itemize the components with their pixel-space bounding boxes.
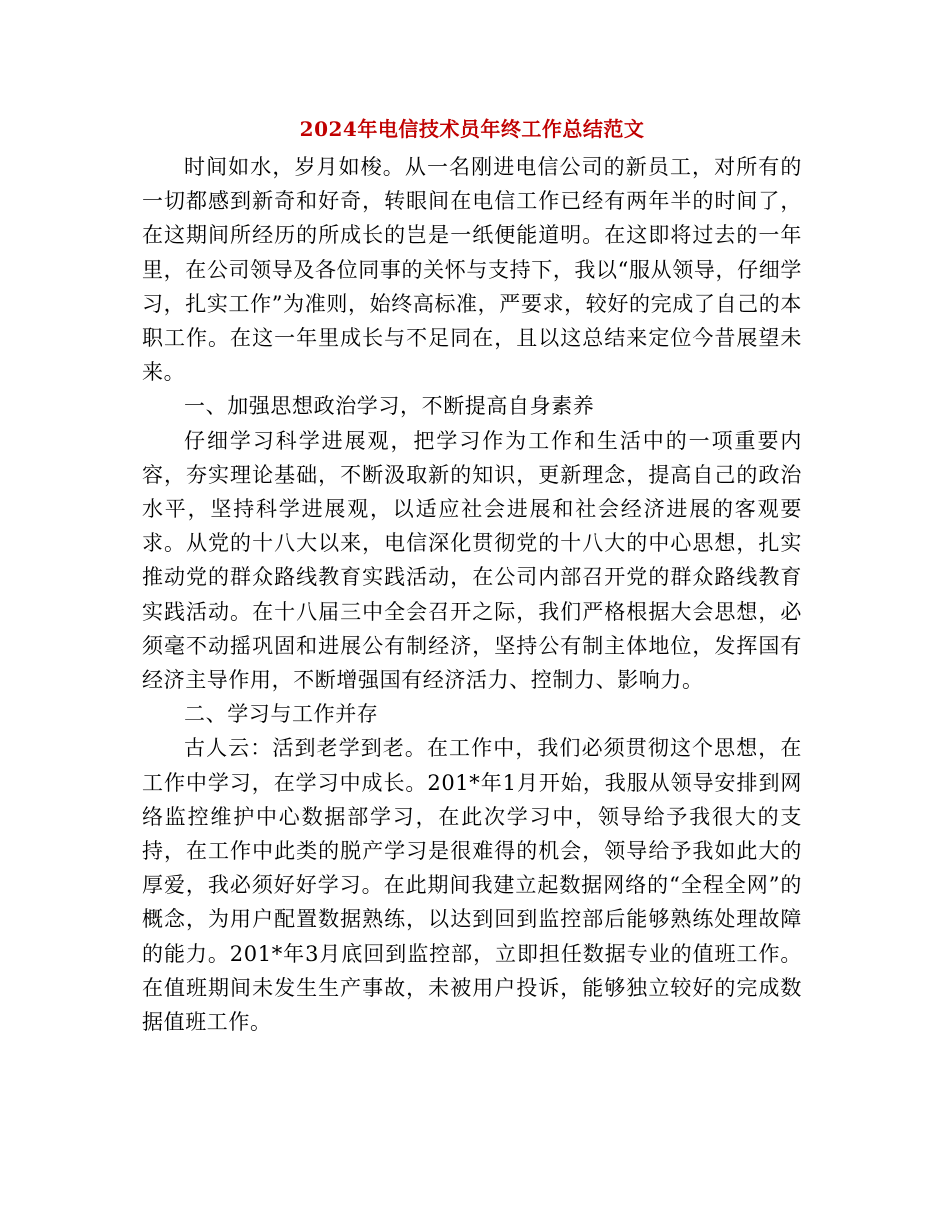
paragraph-section-2: 古人云：活到老学到老。在工作中，我们必须贯彻这个思想，在工作中学习，在学习中成长。201*年1月开始，我服从领导安排到网络监控维护中心数据部学习，在此次学习中，领导给予我很大的支持，在工作中此类的脱产学习是很难得的机会，领导给予我如此大的厚爱，我必须好好学习。在此期间我建立起数据网络的“全程全网”的概念，为用户配置数据熟练，以达到回到监控部后能够熟练处理故障的能力。201*年3月底回到监控部，立即担任数据专业的值班工作。在值班期间未发生生产事故，未被用户投诉，能够独立较好的完成数据值班工作。 [142,736,802,1035]
section-heading-1: 一、加强思想政治学习，不断提高自身素养 [184,394,595,419]
paragraph-section-1: 仔细学习科学进展观，把学习作为工作和生活中的一项重要内容，夯实理论基础，不断汲取新的知识，更新理念，提高自己的政治水平，坚持科学进展观，以适应社会进展和社会经济进展的客观要求。从党的十八大以来，电信深化贯彻党的十八大的中心思想，扎实推动党的群众路线教育实践活动，在公司内部召开党的群众路线教育实践活动。在十八届三中全会召开之际，我们严格根据大会思想，必须毫不动摇巩固和进展公有制经济，坚持公有制主体地位，发挥国有经济主导作用，不断增强国有经济活力、控制力、影响力。 [142,428,802,693]
document-body [142,112,802,1039]
paragraph-intro: 时间如水，岁月如梭。从一名刚进电信公司的新员工，对所有的一切都感到新奇和好奇，转眼间在电信工作已经有两年半的时间了，在这期间所经历的所成长的岂是一纸便能道明。在这即将过去的一年里，在公司领导及各位同事的关怀与支持下，我以“服从领导，仔细学习，扎实工作”为准则，始终高标准，严要求，较好的完成了自己的本职工作。在这一年里成长与不足同在，且以这总结来定位今昔展望未来。 [142,155,802,385]
section-heading-2: 二、学习与工作并存 [184,702,379,727]
document-title: 2024年电信技术员年终工作总结范文 [299,117,645,141]
